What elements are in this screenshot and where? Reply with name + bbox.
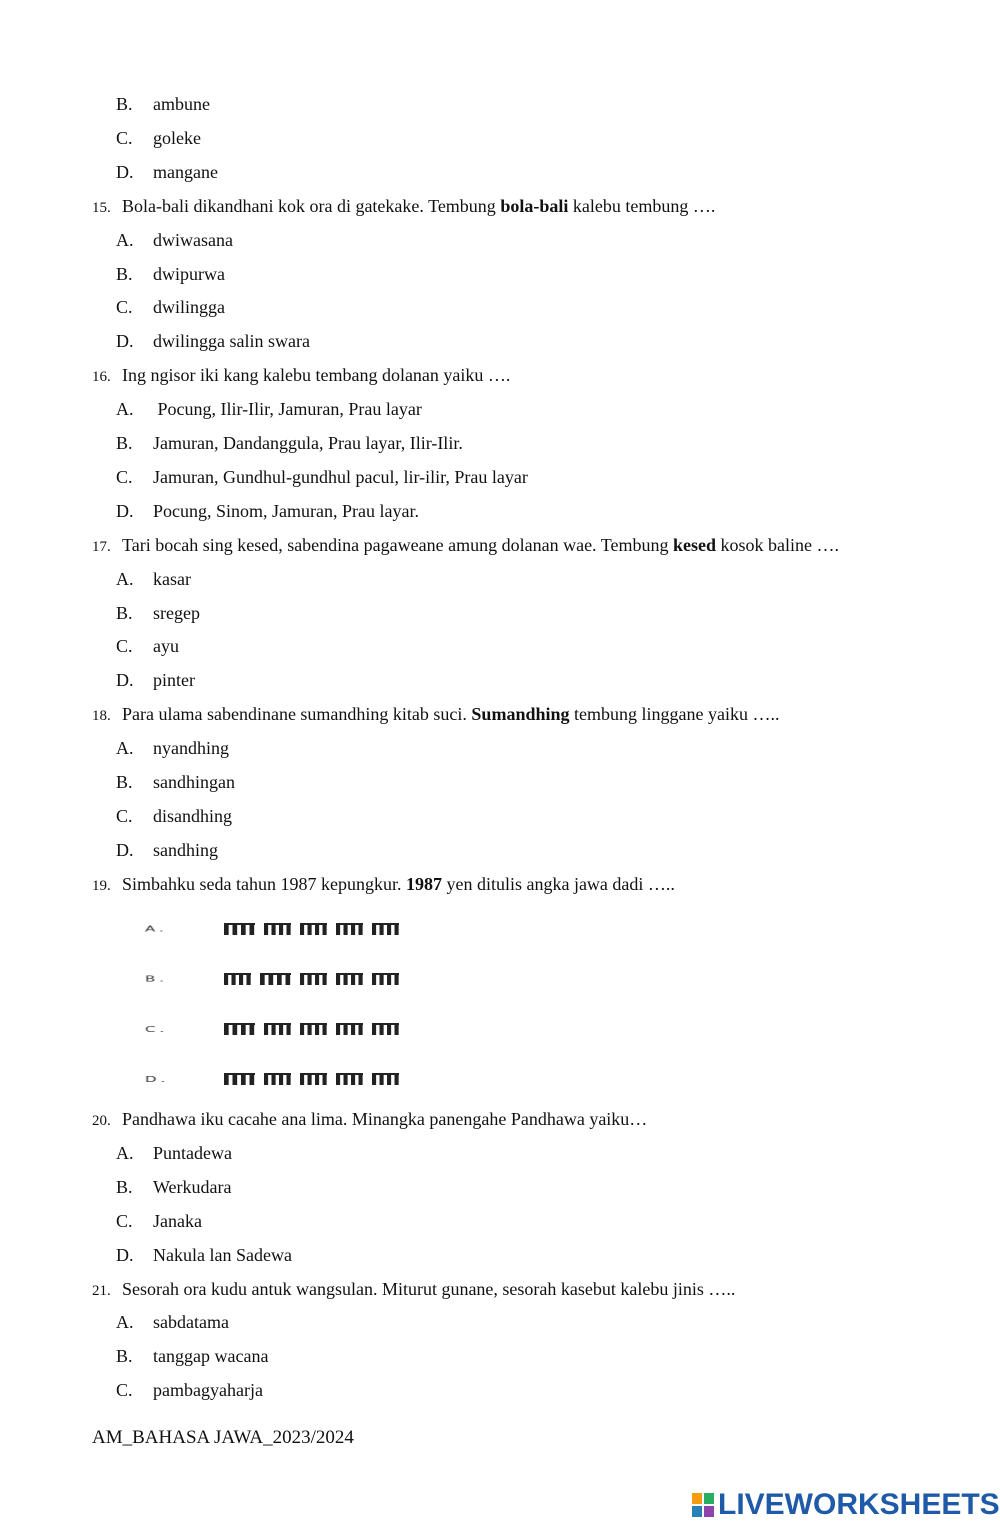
option-letter: B. [116, 1346, 133, 1367]
javanese-digit-glyph [300, 923, 327, 935]
option-text: ambune [153, 94, 210, 114]
question-text: Para ulama sabendinane sumandhing kitab suci. [122, 704, 472, 725]
question-keyword: Sumandhing [471, 704, 570, 725]
option-text: Puntadewa [153, 1142, 232, 1163]
option-text: Pocung, Ilir-Ilir, Jamuran, Prau layar [153, 399, 422, 420]
option-letter: A. [116, 1142, 134, 1163]
javanese-digit-glyph [336, 1073, 363, 1085]
answer-option [116, 602, 200, 624]
option-text: Jamuran, Gundhul-gundhul pacul, lir-ilir, Prau layar [153, 466, 528, 487]
javanese-digit-glyph [224, 923, 255, 935]
answer-option [116, 398, 422, 420]
answer-option [116, 1210, 202, 1232]
answer-option [116, 1379, 263, 1401]
question [92, 703, 779, 727]
question-keyword: 1987 [405, 873, 442, 894]
javanese-digit-glyph [336, 1023, 363, 1035]
answer-option [116, 737, 229, 759]
option-text: mangane [153, 161, 218, 182]
option-letter: C. [116, 1380, 133, 1401]
option-text: disandhing [153, 805, 232, 826]
option-letter: B. [116, 1176, 133, 1197]
question [92, 195, 715, 219]
option-text: Janaka [153, 1210, 202, 1231]
question-number: 15. [92, 199, 111, 216]
option-text: kasar [153, 568, 191, 589]
question-text: Ing ngisor iki kang kalebu tembang dolanan yaiku …. [122, 365, 511, 386]
option-text: tanggap wacana [153, 1346, 269, 1367]
javanese-digit-glyph [300, 1073, 327, 1085]
option-letter: A. [116, 399, 134, 420]
option-text: pambagyaharja [153, 1380, 263, 1401]
question-text-tail: tembung linggane yaiku ….. [569, 704, 780, 725]
javanese-digit-glyph [372, 923, 399, 935]
javanese-digit-glyph [260, 973, 291, 985]
question [92, 1278, 735, 1302]
question-text: Sesorah ora kudu antuk wangsulan. Miturut gunane, sesorah kasebut kalebu jinis ….. [122, 1278, 736, 1299]
option-text: ayu [153, 636, 179, 657]
option-letter: D. [116, 670, 134, 691]
option-letter: C. [116, 636, 133, 657]
question-number: 20. [92, 1113, 111, 1129]
option-letter: C. [116, 297, 133, 318]
option-letter: B. [116, 94, 133, 114]
answer-option [116, 93, 210, 115]
option-text: dwiwasana [153, 229, 233, 250]
javanese-option-letter: A. [145, 924, 168, 934]
option-letter: B. [116, 433, 133, 453]
answer-option [116, 1311, 229, 1333]
option-letter: D. [116, 500, 134, 521]
javanese-option-letter: C. [145, 1024, 169, 1034]
javanese-numeral-glyphs [224, 1022, 444, 1036]
option-letter: D. [116, 1244, 134, 1265]
javanese-digit-glyph [224, 1073, 255, 1085]
question-number: 21. [92, 1282, 111, 1299]
option-letter: B. [116, 772, 133, 792]
option-text: dwipurwa [153, 263, 225, 284]
option-text: Pocung, Sinom, Jamuran, Prau layar. [153, 500, 419, 521]
javanese-digit-glyph [372, 1023, 399, 1035]
option-text: sregep [153, 602, 200, 623]
question-text: Bola-bali dikandhani kok ora di gatekake. Tembung [122, 195, 501, 216]
question-number: 16. [92, 369, 111, 386]
javanese-digit-glyph [264, 1023, 291, 1035]
option-letter: A. [116, 1312, 134, 1333]
javanese-numeral-glyphs [224, 972, 444, 986]
question-text: Simbahku seda tahun 1987 kepungkur. [122, 873, 406, 894]
option-letter: A. [116, 229, 134, 250]
option-text: Jamuran, Dandanggula, Prau layar, Ilir-Ilir. [153, 433, 463, 453]
option-text: dwilingga salin swara [153, 331, 310, 352]
option-letter: C. [116, 466, 133, 487]
answer-option [116, 635, 179, 657]
answer-option [116, 568, 191, 590]
option-text: Nakula lan Sadewa [153, 1244, 292, 1265]
question [92, 534, 839, 558]
question-text-tail: kosok baline …. [715, 534, 839, 555]
footer-text: AM_BAHASA JAWA_2023/2024 [92, 1427, 354, 1448]
answer-option [116, 432, 463, 454]
option-text: pinter [153, 670, 195, 691]
answer-option [116, 263, 225, 285]
option-text: sabdatama [153, 1312, 229, 1333]
answer-option [116, 466, 528, 488]
javanese-digit-glyph [336, 973, 363, 985]
option-text: dwilingga [153, 297, 225, 318]
question-number: 19. [92, 877, 111, 894]
answer-option [116, 229, 233, 251]
question-number: 18. [92, 708, 111, 725]
javanese-numeral-glyphs [224, 922, 444, 936]
question-number: 17. [92, 538, 111, 555]
javanese-digit-glyph [300, 1023, 327, 1035]
javanese-option-letter: D. [145, 1074, 170, 1084]
option-letter: A. [116, 738, 134, 759]
option-letter: C. [116, 805, 133, 826]
question-text-tail: kalebu tembung …. [568, 195, 716, 216]
liveworksheets-logo-icon [692, 1493, 714, 1517]
question-text: Tari bocah sing kesed, sabendina pagaweane amung dolanan wae. Tembung [122, 534, 673, 555]
option-letter: C. [116, 1210, 133, 1231]
option-letter: C. [116, 127, 133, 148]
option-text: Werkudara [153, 1176, 232, 1197]
option-letter: B. [116, 602, 133, 623]
question [92, 1108, 647, 1132]
javanese-digit-glyph [224, 973, 251, 985]
javanese-digit-glyph [300, 973, 327, 985]
option-text: sandhingan [153, 772, 235, 792]
option-text: sandhing [153, 839, 218, 860]
answer-option [116, 1142, 232, 1164]
option-letter: D. [116, 839, 134, 860]
answer-option [116, 669, 195, 691]
javanese-digit-glyph [336, 923, 363, 935]
answer-option [116, 771, 235, 793]
option-text: goleke [153, 127, 201, 148]
answer-option [116, 500, 419, 522]
question [92, 364, 510, 388]
answer-option [116, 1176, 232, 1198]
answer-option [116, 839, 218, 861]
answer-option [116, 127, 201, 149]
question-text-tail: yen ditulis angka jawa dadi ….. [441, 873, 675, 894]
question [92, 873, 675, 897]
option-text: nyandhing [153, 738, 229, 759]
option-letter: A. [116, 568, 134, 589]
option-letter: D. [116, 161, 134, 182]
answer-option [116, 296, 225, 318]
javanese-digit-glyph [372, 973, 399, 985]
javanese-digit-glyph [224, 1023, 255, 1035]
answer-option [116, 1244, 292, 1266]
answer-option [116, 330, 310, 352]
question-keyword: bola-bali [500, 195, 569, 216]
option-letter: B. [116, 263, 133, 284]
liveworksheets-brand [692, 1488, 1000, 1522]
javanese-numeral-glyphs [224, 1072, 444, 1086]
answer-option [116, 1345, 268, 1367]
javanese-option-letter: B. [145, 974, 169, 984]
answer-option [116, 161, 218, 183]
javanese-digit-glyph [264, 1073, 291, 1085]
question-keyword: kesed [672, 534, 716, 555]
answer-option [116, 805, 232, 827]
brand-wordmark: LIVEWORKSHEETS [718, 1488, 1000, 1521]
option-letter: D. [116, 331, 134, 352]
question-text: Pandhawa iku cacahe ana lima. Minangka panengahe Pandhawa yaiku… [122, 1109, 648, 1129]
javanese-digit-glyph [372, 1073, 399, 1085]
javanese-digit-glyph [264, 923, 291, 935]
